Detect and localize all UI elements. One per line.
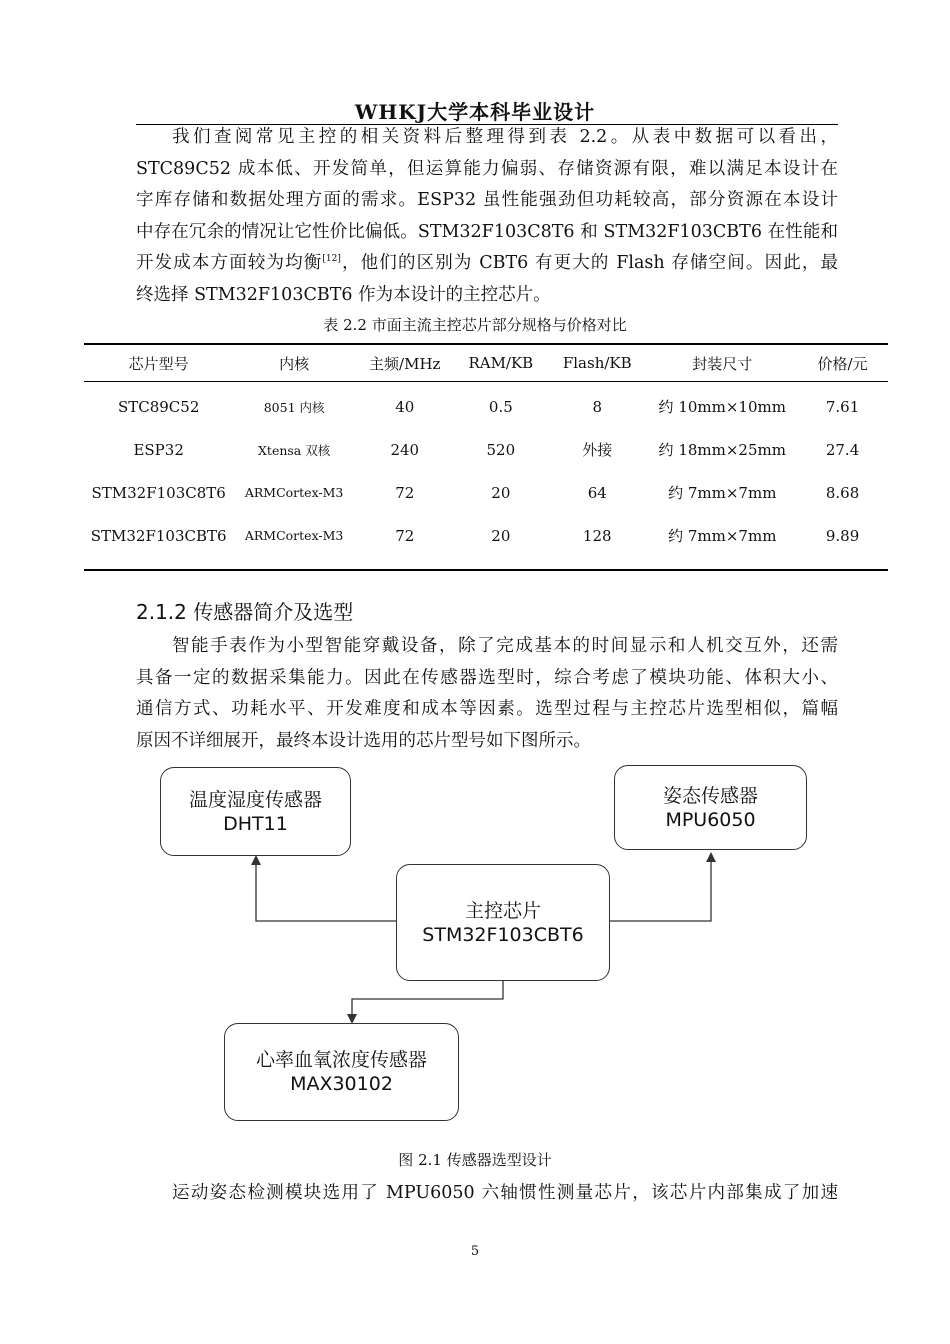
heart-rate-sensor-box: [224, 1023, 459, 1121]
table-cell: 约 7mm×7mm: [668, 484, 777, 502]
temp-sensor-name: 温度湿度传感器: [188, 788, 322, 811]
intro-line-5b: ，他们的区别为 CBT6 有更大的 Flash 存储空间。因此，最: [340, 253, 838, 273]
table-header-cell: Flash/KB: [547, 344, 647, 382]
table-cell: STC89C52: [117, 397, 200, 416]
table-header-cell: 主频/MHz: [355, 344, 455, 382]
table-cell: 7.61: [825, 397, 860, 416]
table-header-cell: 封装尺寸: [647, 344, 797, 382]
attitude-sensor-model: MPU6050: [665, 808, 756, 831]
table-header-cell: 芯片型号: [84, 344, 233, 382]
sensor-line-3: 通信方式、功耗水平、开发难度和成本等因素。选型过程与主控芯片选型相似，篇幅: [136, 699, 838, 719]
header-title: WHKJ大学本科毕业设计: [354, 100, 596, 124]
intro-line-5a: 开发成本方面较为均衡: [136, 253, 323, 273]
table-cell: 27.4: [825, 440, 860, 459]
main-controller-box: [396, 864, 610, 981]
section-heading: 2.1.2 传感器简介及选型: [136, 600, 354, 624]
connector-to-heart-sensor: [352, 981, 503, 1019]
page-number: 5: [470, 1244, 480, 1259]
temp-humidity-sensor-box: [160, 767, 351, 856]
table-cell: 约 18mm×25mm: [658, 441, 786, 459]
table-cell: 520: [486, 440, 516, 459]
connector-to-temp-sensor: [256, 860, 396, 921]
table-cell: 约 7mm×7mm: [668, 527, 777, 545]
temp-sensor-model: DHT11: [223, 812, 288, 835]
sensor-line-2: 具备一定的数据采集能力。因此在传感器选型时，综合考虑了模块功能、体积大小、: [136, 667, 838, 688]
table-cell: 外接: [582, 441, 613, 459]
table-cell: 约 10mm×10mm: [658, 398, 786, 416]
attitude-sensor-name: 姿态传感器: [662, 784, 758, 807]
table-cell: 128: [582, 526, 612, 545]
heart-sensor-name: 心率血氧浓度传感器: [255, 1049, 427, 1071]
table-cell: STM32F103CBT6: [90, 526, 227, 545]
intro-line-3: 字库存储和数据处理方面的需求。ESP32 虽性能强劲但功耗较高，部分资源在本设计: [136, 190, 838, 210]
table-cell: 20: [491, 526, 511, 545]
intro-line-1: 我们查阅常见主控的相关资料后整理得到表 2.2。从表中数据可以看出，: [172, 127, 838, 147]
table-cell: 8051 内核: [263, 399, 325, 415]
table-cell: ESP32: [133, 440, 184, 459]
attitude-sensor-box: [614, 765, 807, 850]
table-cell: 64: [587, 483, 607, 502]
table-header-cell: RAM/KB: [455, 344, 548, 382]
table-cell: 9.89: [825, 526, 860, 545]
heart-sensor-model: MAX30102: [290, 1073, 393, 1095]
connector-to-attitude-sensor: [610, 857, 711, 921]
table-cell: 8: [592, 397, 603, 416]
table-cell: 20: [491, 483, 511, 502]
main-controller-name: 主控芯片: [464, 899, 541, 922]
table-cell: 40: [395, 397, 415, 416]
intro-line-2: STC89C52 成本低、开发简单，但运算能力偏弱、存储资源有限，难以满足本设计在: [136, 158, 838, 179]
table-header-cell: 内核: [233, 344, 355, 382]
intro-line-6: 终选择 STM32F103CBT6 作为本设计的主控芯片。: [136, 284, 551, 305]
sensor-line-4: 原因不详细展开，最终本设计选用的芯片型号如下图所示。: [136, 730, 591, 751]
table-cell: ARMCortex-M3: [244, 485, 344, 500]
table-cell: 8.68: [825, 483, 860, 502]
figure-caption: 图 2.1 传感器选型设计: [398, 1151, 552, 1169]
table-cell: ARMCortex-M3: [244, 528, 344, 543]
table-cell: 0.5: [488, 397, 513, 416]
table-cell: 72: [395, 483, 415, 502]
table-cell: 72: [395, 526, 415, 545]
intro-line-4: 中存在冗余的情况让它性价比偏低。STM32F103C8T6 和 STM32F103CBT6 在性能和: [136, 221, 838, 242]
citation-ref: [12]: [322, 254, 341, 265]
table-cell: Xtensa 双核: [258, 442, 331, 458]
closing-paragraph: [136, 1178, 838, 1210]
table-header-cell: 价格/元: [797, 344, 888, 382]
table-cell: STM32F103C8T6: [91, 483, 226, 502]
closing-line: 运动姿态检测模块选用了 MPU6050 六轴惯性测量芯片，该芯片内部集成了加速: [172, 1183, 838, 1203]
table-cell: 240: [390, 440, 420, 459]
main-controller-model: STM32F103CBT6: [422, 923, 584, 946]
sensor-line-1: 智能手表作为小型智能穿戴设备，除了完成基本的时间显示和人机交互外，还需: [172, 636, 838, 656]
table-caption: 表 2.2 市面主流主控芯片部分规格与价格对比: [323, 316, 627, 334]
